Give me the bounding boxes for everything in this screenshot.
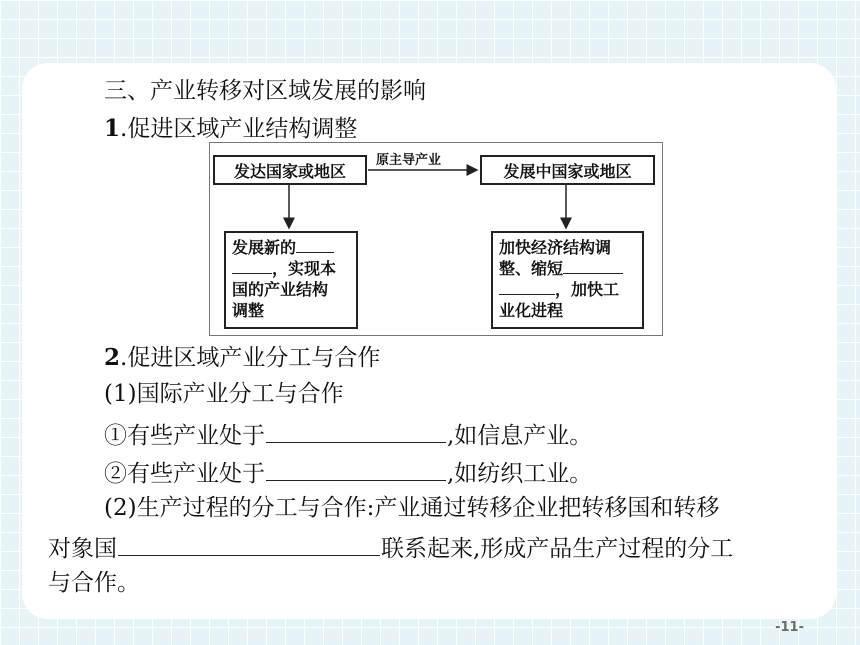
fill-blank[interactable] [266,460,446,481]
industry-transfer-diagram [209,142,663,336]
item-2-line-3: 与合作。 [48,570,140,596]
fill-blank[interactable] [296,238,334,253]
section-1-text: .促进区域产业结构调整 [120,116,358,142]
right-result-line-4: 业化进程 [499,301,564,320]
section-1-title [104,117,357,141]
section-1-number: 1 [104,115,121,142]
left-result-box [224,231,358,329]
fill-blank[interactable] [266,422,446,443]
arrow-label: 原主导产业 [376,153,442,168]
right-result-line-2: 整、缩短 [499,258,636,279]
developing-region-box [480,155,655,185]
left-result-line-3: 国的产业结构 [232,280,329,299]
developed-region-box [213,155,367,185]
fill-blank[interactable] [499,280,555,295]
fill-blank[interactable] [232,259,272,274]
left-result-line-4: 调整 [232,301,265,320]
right-result-line-3: ，加快工 [499,279,636,300]
item-1a: ①有些产业处于 ,如信息产业。 [104,423,593,449]
item-2-line-2: 对象国 联系起来,形成产品生产过程的分工 [48,536,734,562]
left-result-line-2: ，实现本 [232,258,350,279]
developing-region-label: 发展中国家或地区 [503,161,632,181]
right-result-box [491,231,644,329]
item-1b: ②有些产业处于 ,如纺织工业。 [104,461,593,487]
section-2-number: 2 [104,344,121,371]
section-heading: 三、产业转移对区域发展的影响 [104,78,426,104]
fill-blank[interactable] [118,535,380,556]
page-number: -11- [775,620,804,635]
item-2-line-1: (2)生产过程的分工与合作:产业通过转移企业把转移国和转移 [104,495,720,521]
right-result-line-1: 加快经济结构调 [499,238,612,257]
section-2-title [104,346,380,370]
developed-region-label: 发达国家或地区 [233,161,346,181]
fill-blank[interactable] [563,259,623,274]
section-2-text: .促进区域产业分工与合作 [120,345,381,371]
item-1-label: (1)国际产业分工与合作 [104,381,344,407]
left-result-line-1: 发展新的 [232,237,350,258]
